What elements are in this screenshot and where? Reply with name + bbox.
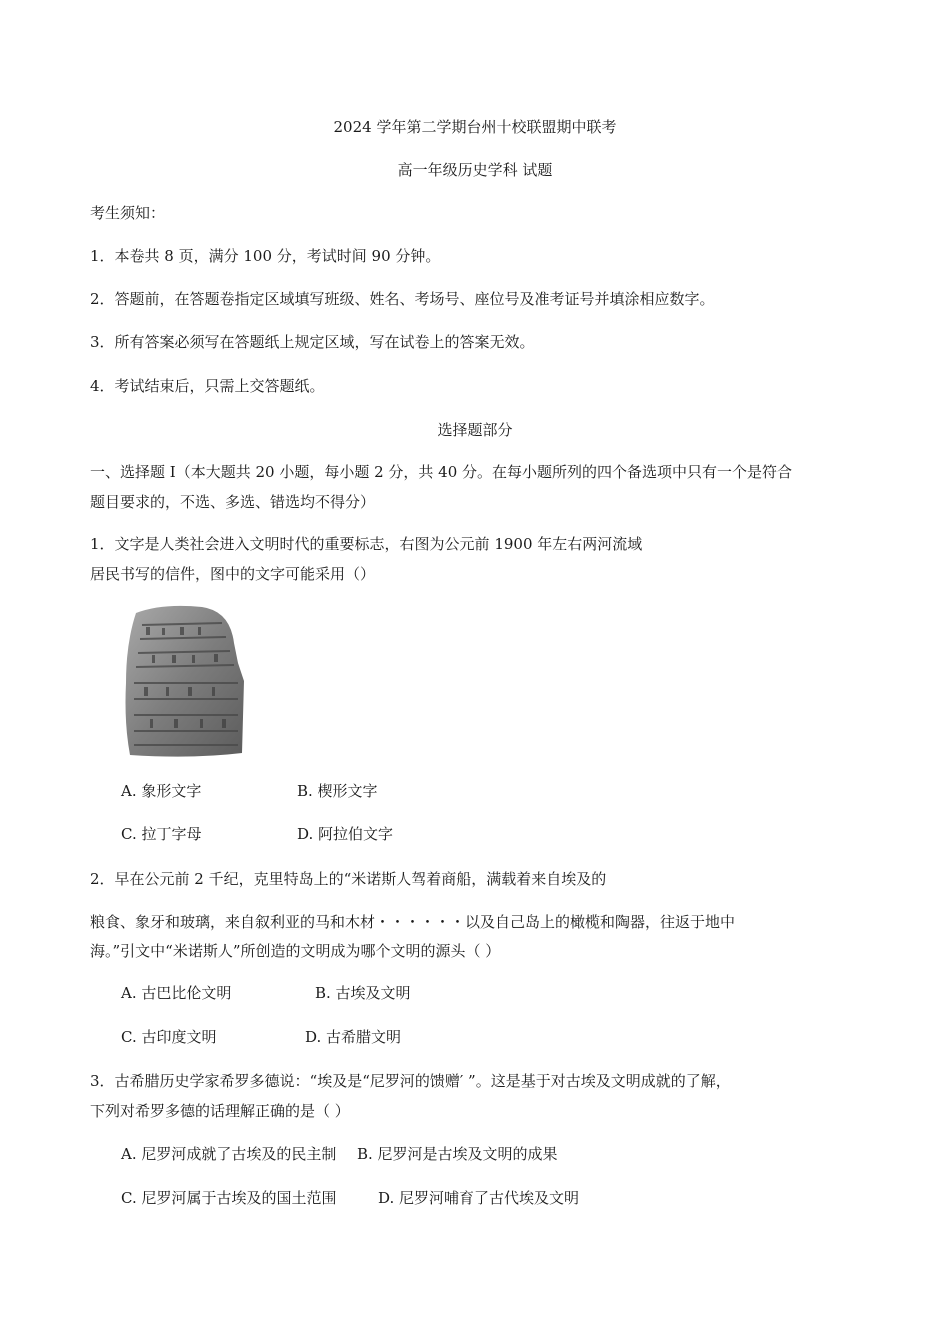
notice-item: 2．答题前，在答题卷指定区域填写班级、姓名、考场号、座位号及准考证号并填涂相应数字。 [90,290,715,308]
question-3-option-b: B. 尼罗河是古埃及文明的成果 [357,1145,558,1163]
notice-item: 1．本卷共 8 页，满分 100 分，考试时间 90 分钟。 [90,247,441,265]
notice-item: 3．所有答案必须写在答题纸上规定区域，写在试卷上的答案无效。 [90,333,535,351]
question-2-stem: 粮食、象牙和玻璃，来自叙利亚的马和木材・・・・・・以及自己岛上的橄榄和陶器，往返于地中 [90,913,736,931]
section-instruction: 题目要求的，不选、多选、错选均不得分） [90,493,376,511]
question-1-option-a: A. 象形文字 [121,782,202,800]
question-3-option-a: A. 尼罗河成就了古埃及的民主制 [121,1145,337,1163]
question-3-option-d: D. 尼罗河哺育了古代埃及文明 [378,1189,580,1207]
exam-title: 2024 学年第二学期台州十校联盟期中联考 [333,118,617,136]
notice-item: 4．考试结束后，只需上交答题纸。 [90,377,325,395]
section-instruction: 一、选择题 I（本大题共 20 小题，每小题 2 分，共 40 分。在每小题所列的四个备选项中只有一个是符合 [90,463,793,481]
question-2-option-b: B. 古埃及文明 [315,984,411,1002]
question-1-stem: 居民书写的信件，图中的文字可能采用（） [90,565,376,583]
question-2-option-a: A. 古巴比伦文明 [121,984,232,1002]
question-3-stem: 3．古希腊历史学家希罗多德说：“埃及是“尼罗河的馈赠′ ”。这是基于对古埃及文明成就的了解， [90,1072,731,1090]
section-title: 选择题部分 [437,421,513,439]
exam-subtitle: 高一年级历史学科 试题 [397,161,553,179]
question-1-option-d: D. 阿拉伯文字 [297,825,394,843]
notice-heading: 考生须知： [90,204,166,222]
cuneiform-tablet-image [122,603,244,758]
question-3-stem: 下列对希罗多德的话理解正确的是（ ） [90,1102,350,1120]
question-3-option-c: C. 尼罗河属于古埃及的国土范围 [121,1189,337,1207]
question-2-stem: 海。”引文中“米诺斯人”所创造的文明成为哪个文明的源头（ ） [90,942,501,960]
question-1-option-b: B. 楔形文字 [297,782,378,800]
question-2-stem: 2．早在公元前 2 千纪，克里特岛上的“米诺斯人驾着商船，满载着来自埃及的 [90,870,607,888]
question-2-option-c: C. 古印度文明 [121,1028,217,1046]
question-1-option-c: C. 拉丁字母 [121,825,202,843]
question-2-option-d: D. 古希腊文明 [305,1028,402,1046]
question-1-stem: 1．文字是人类社会进入文明时代的重要标志，右图为公元前 1900 年左右两河流域 [90,535,643,553]
